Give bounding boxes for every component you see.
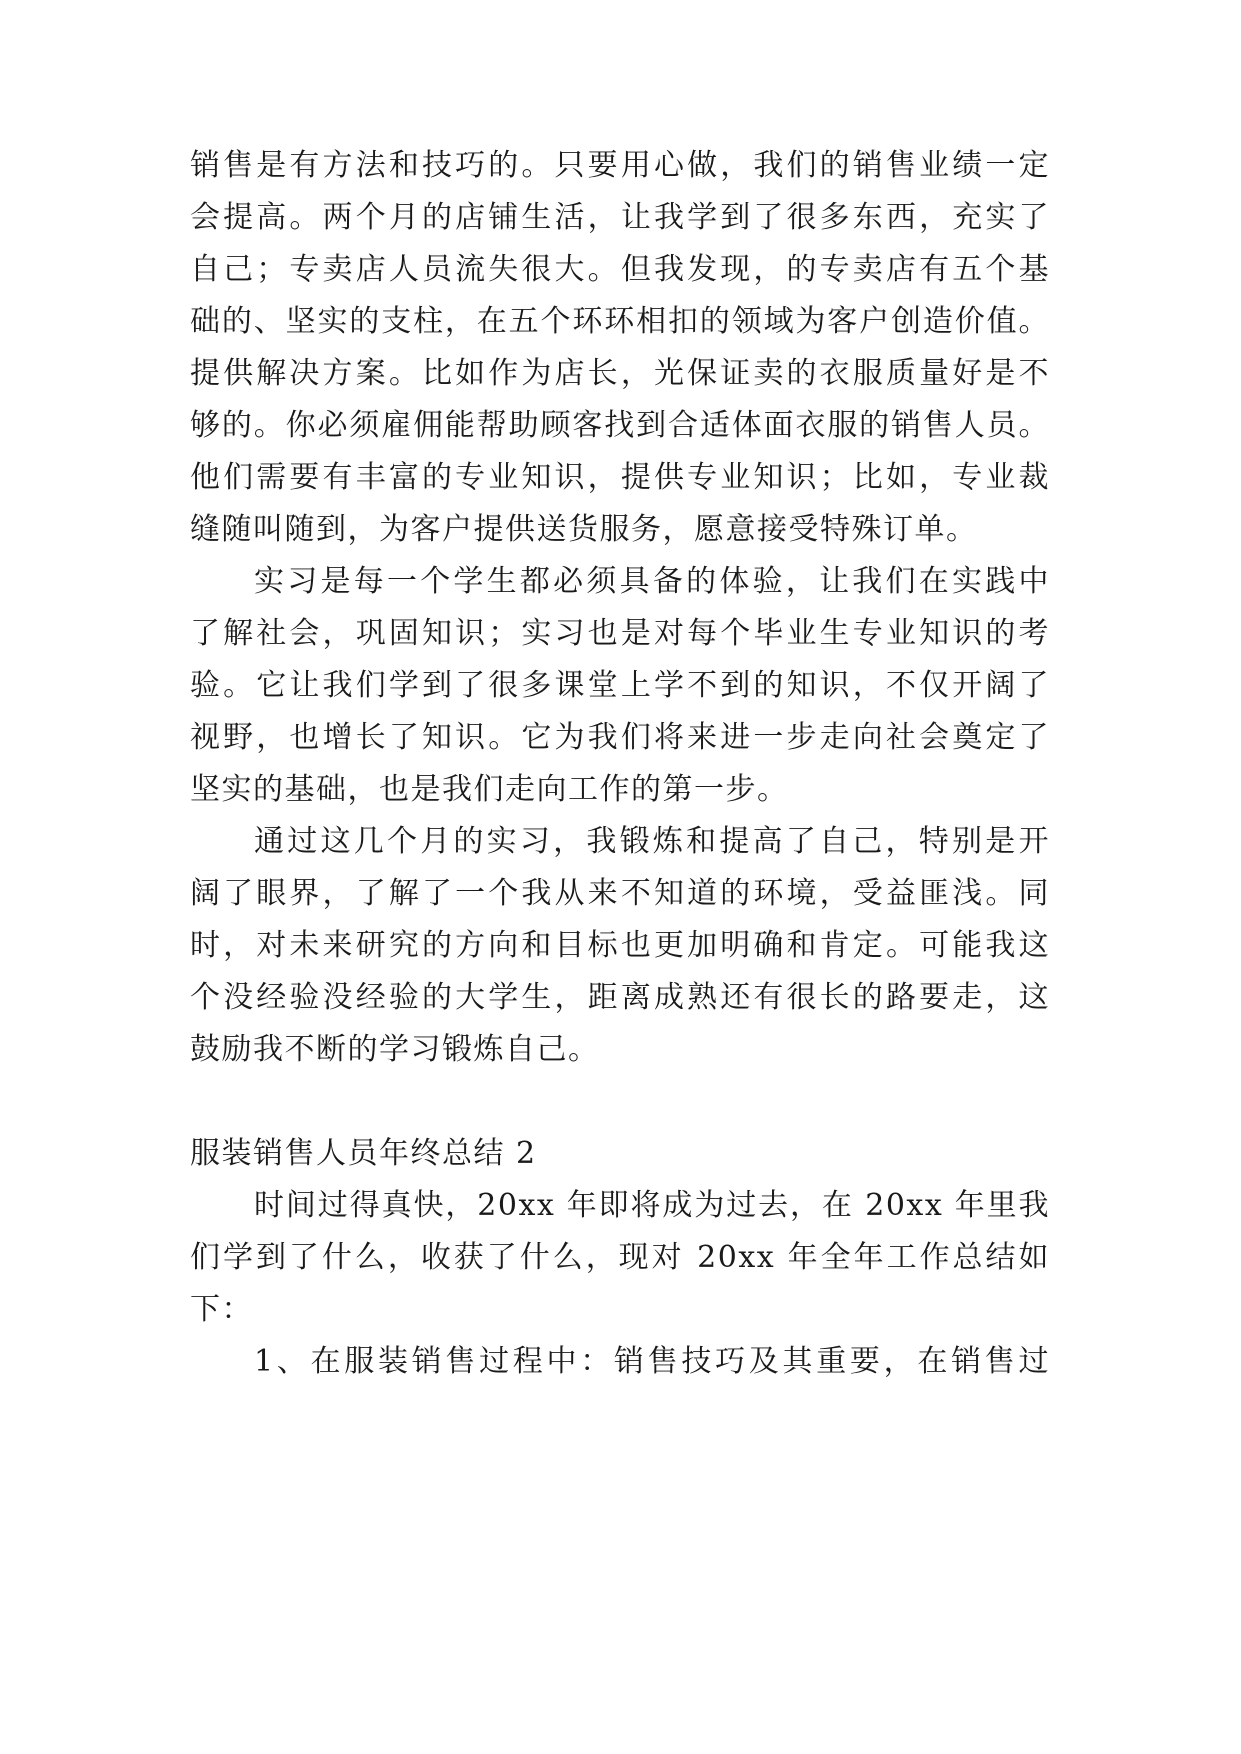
paragraph-4-line-3: 下： [190,1292,253,1327]
section-heading: 服装销售人员年终总结 2 [190,1136,537,1171]
paragraph-1-line-6: 够的。你必须雇佣能帮助顾客找到合适体面衣服的销售人员。 [190,408,1050,443]
paragraph-1-line-2: 会提高。两个月的店铺生活，让我学到了很多东西，充实了 [190,200,1050,235]
paragraph-3-line-4: 个没经验没经验的大学生，距离成熟还有很长的路要走，这 [190,980,1050,1015]
paragraph-3-line-5: 鼓励我不断的学习锻炼自己。 [190,1032,600,1067]
paragraph-3-line-2: 阔了眼界，了解了一个我从来不知道的环境，受益匪浅。同 [190,876,1050,911]
paragraph-3-line-1: 通过这几个月的实习，我锻炼和提高了自己，特别是开 [254,824,1050,859]
paragraph-2-line-3: 验。它让我们学到了很多课堂上学不到的知识，不仅开阔了 [190,668,1050,703]
paragraph-2-line-2: 了解社会，巩固知识；实习也是对每个毕业生专业知识的考 [190,616,1050,651]
paragraph-3-line-3: 时，对未来研究的方向和目标也更加明确和肯定。可能我这 [190,928,1050,963]
paragraph-1-line-5: 提供解决方案。比如作为店长，光保证卖的衣服质量好是不 [190,356,1050,391]
paragraph-2-line-1: 实习是每一个学生都必须具备的体验，让我们在实践中 [254,564,1050,599]
paragraph-1-line-4: 础的、坚实的支柱，在五个环环相扣的领域为客户创造价值。 [190,304,1050,339]
paragraph-2-line-5: 坚实的基础，也是我们走向工作的第一步。 [190,772,789,807]
paragraph-1-line-3: 自己；专卖店人员流失很大。但我发现，的专卖店有五个基 [190,252,1050,287]
paragraph-4-line-2: 们学到了什么，收获了什么，现对 20xx 年全年工作总结如 [190,1240,1050,1275]
paragraph-4-line-1: 时间过得真快，20xx 年即将成为过去，在 20xx 年里我 [254,1188,1050,1223]
paragraph-2-line-4: 视野，也增长了知识。它为我们将来进一步走向社会奠定了 [190,720,1050,755]
paragraph-1-line-7: 他们需要有丰富的专业知识，提供专业知识；比如，专业裁 [190,460,1050,495]
paragraph-1-line-8: 缝随叫随到，为客户提供送货服务，愿意接受特殊订单。 [190,512,978,547]
paragraph-5-line-1: 1、在服装销售过程中：销售技巧及其重要，在销售过 [254,1344,1050,1379]
paragraph-1-line-1: 销售是有方法和技巧的。只要用心做，我们的销售业绩一定 [190,148,1050,183]
